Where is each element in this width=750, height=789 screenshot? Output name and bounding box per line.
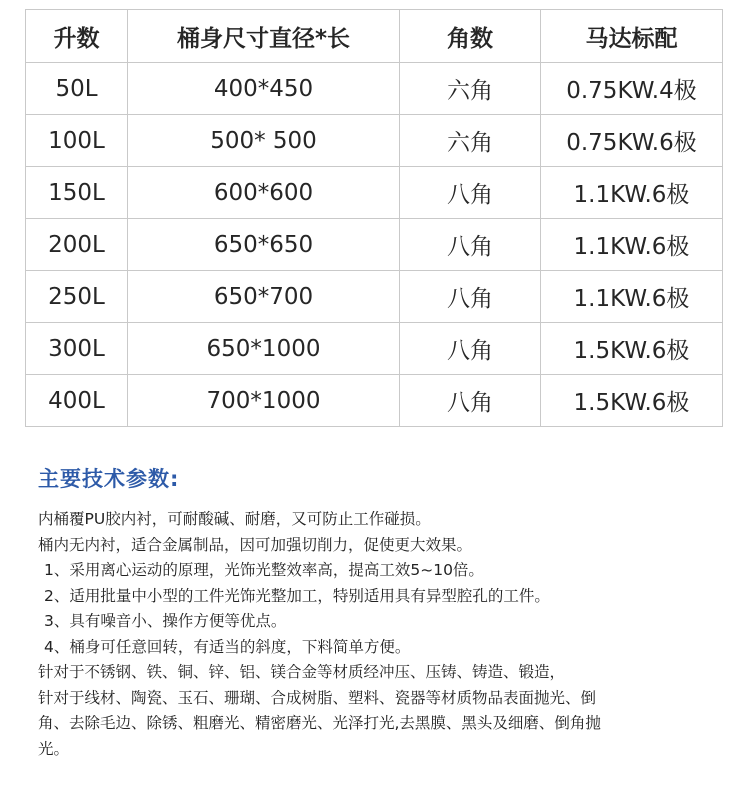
- description-line: 3、具有噪音小、操作方便等优点。: [44, 612, 287, 630]
- cell-drum-size: 650*1000: [128, 323, 400, 375]
- cell-motor: 1.5KW.6极: [541, 323, 723, 375]
- cell-corners: 八角: [400, 167, 541, 219]
- cell-volume: 250L: [26, 271, 128, 323]
- description-line: 2、适用批量中小型的工件光饰光整加工，特别适用具有异型腔孔的工件。: [44, 586, 550, 605]
- description-line: 内桶覆PU胶内衬，可耐酸碱、耐磨，又可防止工作碰损。: [38, 510, 431, 528]
- table-row: [26, 271, 723, 323]
- table-header-row: [26, 10, 723, 63]
- cell-corners: 八角: [400, 219, 541, 271]
- header-corners: 角数: [400, 10, 541, 63]
- description-line: 1、采用离心运动的原理，光饰光整效率高，提高工效5~10倍。: [44, 561, 484, 579]
- cell-drum-size: 650*700: [128, 271, 400, 323]
- cell-motor: 0.75KW.6极: [541, 115, 723, 167]
- cell-motor: 1.1KW.6极: [541, 167, 723, 219]
- spec-table: [25, 9, 723, 427]
- description-line: 角、去除毛边、除锈、粗磨光、精密磨光、光泽打光,去黑膜、黑头及细磨、倒角抛: [38, 714, 601, 732]
- description-line: 针对于不锈钢、铁、铜、锌、铝、镁合金等材质经冲压、压铸、铸造、锻造，: [38, 663, 566, 681]
- cell-drum-size: 650*650: [128, 219, 400, 271]
- cell-corners: 六角: [400, 115, 541, 167]
- header-motor: 马达标配: [541, 10, 723, 63]
- cell-drum-size: 600*600: [128, 167, 400, 219]
- cell-volume: 200L: [26, 219, 128, 271]
- cell-volume: 400L: [26, 375, 128, 427]
- description-line: 4、桶身可任意回转，有适当的斜度，下料简单方便。: [44, 637, 411, 656]
- section-title: 主要技术参数:: [38, 467, 180, 491]
- cell-motor: 1.1KW.6极: [541, 271, 723, 323]
- cell-motor: 1.1KW.6极: [541, 219, 723, 271]
- cell-drum-size: 700*1000: [128, 375, 400, 427]
- description-line: 光。: [38, 739, 70, 758]
- cell-volume: 150L: [26, 167, 128, 219]
- cell-corners: 八角: [400, 323, 541, 375]
- description-block: [38, 507, 718, 762]
- table-row: [26, 63, 723, 115]
- cell-motor: 0.75KW.4极: [541, 63, 723, 115]
- description-line: 针对于线材、陶瓷、玉石、珊瑚、合成树脂、塑料、瓷器等材质物品表面抛光、倒: [38, 688, 597, 707]
- header-drum-size: 桶身尺寸直径*长: [128, 10, 400, 63]
- table-row: [26, 167, 723, 219]
- table-row: [26, 323, 723, 375]
- header-volume: 升数: [26, 10, 128, 63]
- cell-volume: 100L: [26, 115, 128, 167]
- table-row: [26, 219, 723, 271]
- cell-corners: 六角: [400, 63, 541, 115]
- cell-corners: 八角: [400, 271, 541, 323]
- description-line: 桶内无内衬，适合金属制品，因可加强切削力，促使更大效果。: [38, 535, 473, 554]
- cell-volume: 50L: [26, 63, 128, 115]
- cell-motor: 1.5KW.6极: [541, 375, 723, 427]
- table-row: [26, 375, 723, 427]
- cell-drum-size: 400*450: [128, 63, 400, 115]
- cell-drum-size: 500* 500: [128, 115, 400, 167]
- table-row: [26, 115, 723, 167]
- cell-corners: 八角: [400, 375, 541, 427]
- cell-volume: 300L: [26, 323, 128, 375]
